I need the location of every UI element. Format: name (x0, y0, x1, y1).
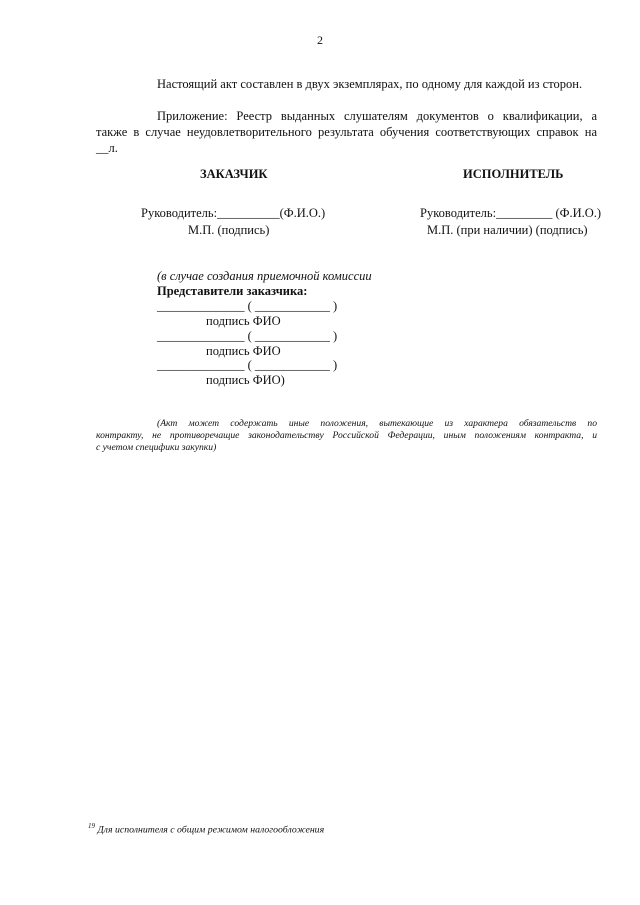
signature-caption-2: подпись ФИО (206, 344, 281, 358)
act-note-line-3: с учетом специфики закупки) (96, 442, 217, 453)
appendix-line-1: Приложение: Реестр выданных слушателям документов о квалификации, а (157, 109, 597, 123)
act-note-line-2: контракту, не противоречащие законодательству Российской Федерации, иным положениям контракта, и (96, 430, 597, 441)
footnote-number: 19 (88, 822, 95, 830)
customer-head-line: Руководитель:__________(Ф.И.О.) (141, 206, 326, 220)
footnote (88, 822, 324, 835)
executor-stamp-line: М.П. (при наличии) (подпись) (427, 223, 588, 237)
copies-statement: Настоящий акт составлен в двух экземплярах, по одному для каждой из сторон. (157, 77, 583, 91)
customer-stamp-line: М.П. (подпись) (188, 223, 270, 237)
signature-line-2: ______________ ( ____________ ) (157, 329, 338, 343)
executor-head-line: Руководитель:_________ (Ф.И.О.) (420, 206, 602, 220)
act-note-line-1: (Акт может содержать иные положения, вытекающие из характера обязательств по (157, 418, 597, 429)
signature-caption-1: подпись ФИО (206, 314, 281, 328)
signature-line-1: ______________ ( ____________ ) (157, 299, 338, 313)
signature-line-3: ______________ ( ____________ ) (157, 358, 338, 372)
customer-heading: ЗАКАЗЧИК (200, 167, 268, 181)
executor-heading: ИСПОЛНИТЕЛЬ (463, 167, 564, 181)
commission-title: Представители заказчика: (157, 284, 308, 298)
page-number: 2 (317, 33, 323, 47)
appendix-line-2: также в случае неудовлетворительного результата обучения соответствующих справок на (96, 125, 597, 139)
commission-note: (в случае создания приемочной комиссии (157, 269, 372, 283)
signature-caption-3: подпись ФИО) (206, 373, 285, 387)
footnote-text: Для исполнителя с общим режимом налогообложения (97, 824, 325, 836)
appendix-line-3: __л. (96, 141, 118, 155)
